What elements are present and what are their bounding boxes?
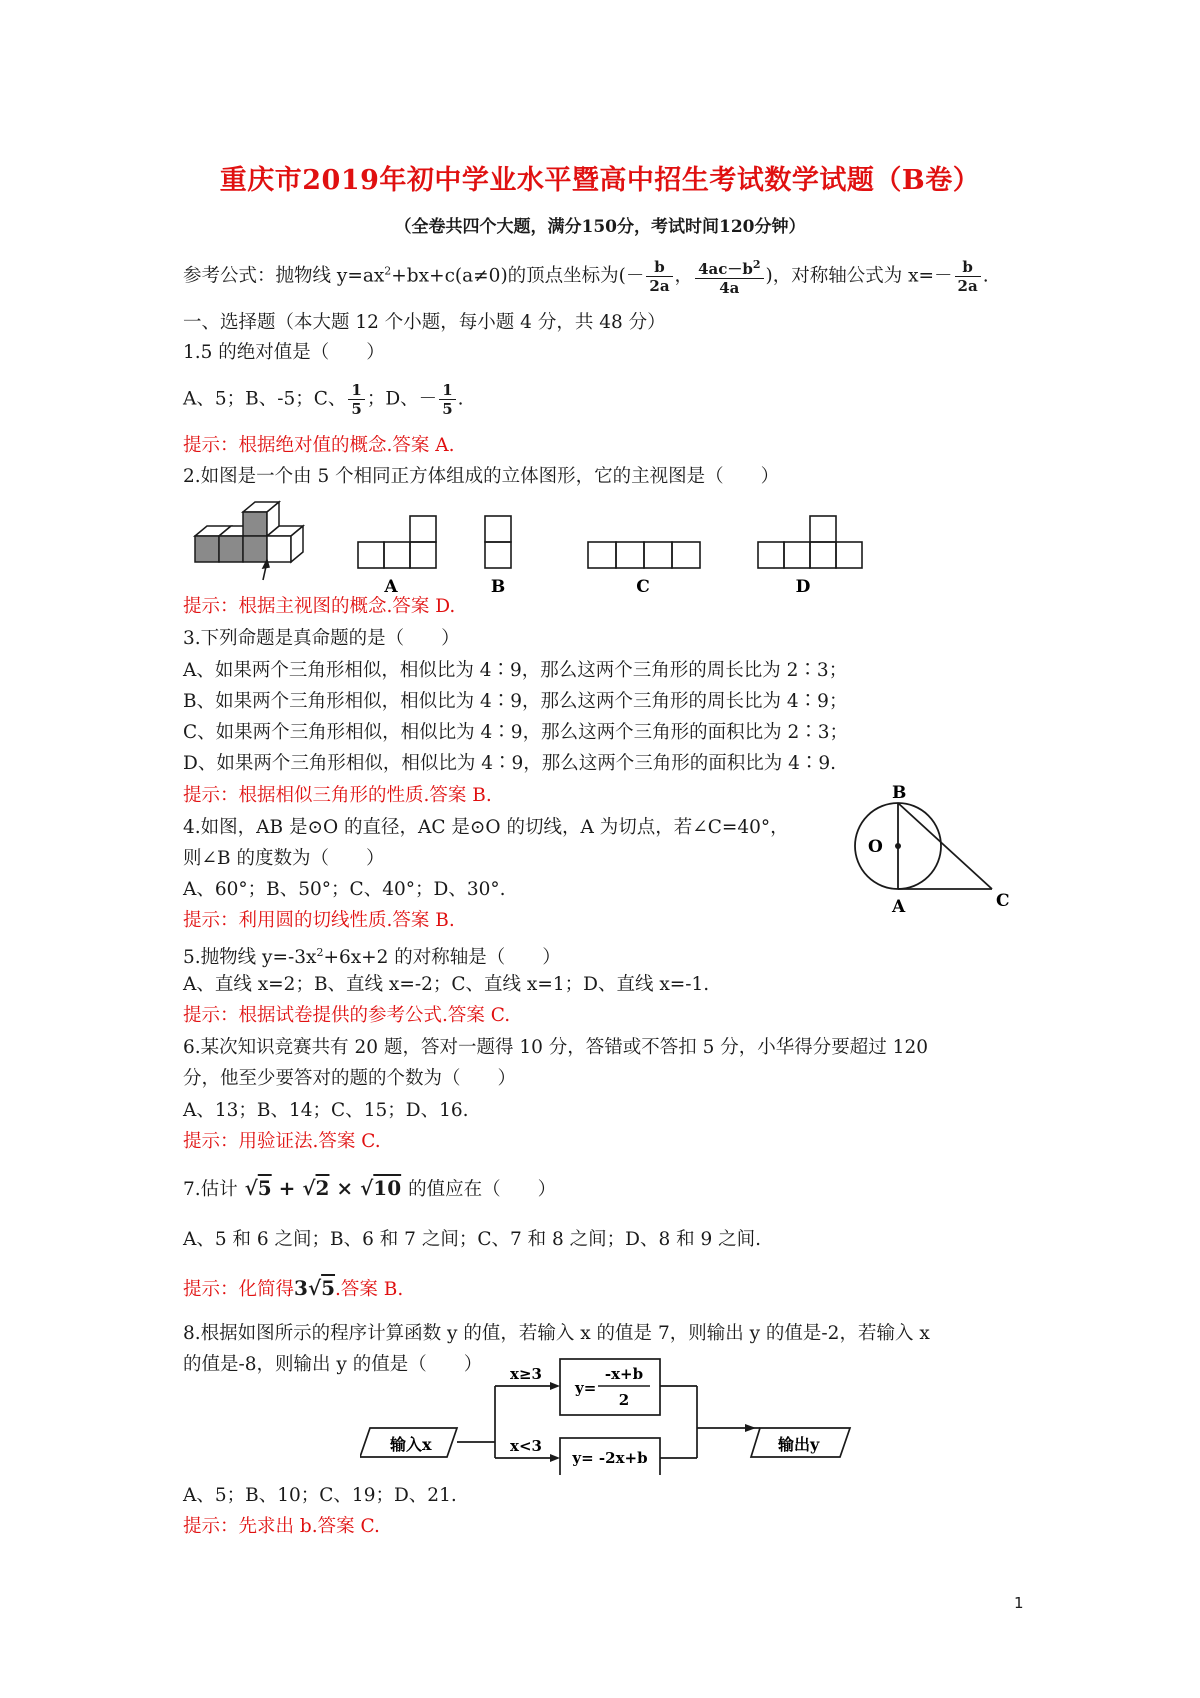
q8-stem-2: 的值是-8，则输出 y 的值是（ ）: [183, 1354, 483, 1375]
option-b-label: B: [490, 577, 506, 595]
q5-options: A、直线 x=2；B、直线 x=-2；C、直线 x=1；D、直线 x=-1.: [183, 974, 710, 995]
condition-lt3: x<3: [510, 1437, 542, 1455]
q6-options: A、13；B、14；C、15；D、16.: [183, 1100, 469, 1121]
option-d-figure: [758, 516, 862, 568]
q8-options: A、5；B、10；C、19；D、21.: [183, 1485, 457, 1506]
fraction-axis: $\frac{b}{2a}$: [955, 258, 981, 295]
q6-hint: 提示：用验证法.答案 C.: [183, 1131, 381, 1152]
label-o: O: [868, 837, 883, 857]
q4-stem-1: 4.如图，AB 是⊙O 的直径，AC 是⊙O 的切线，A 为切点，若∠C=40°，: [183, 817, 789, 838]
option-b-figure: [485, 516, 511, 568]
formula-1-numerator: -x+b: [604, 1365, 644, 1383]
q3-option-a: A、如果两个三角形相似，相似比为 4∶9，那么这两个三角形的周长比为 2∶3；: [183, 660, 848, 681]
q1-hint: 提示：根据绝对值的概念.答案 A.: [183, 435, 455, 456]
q3-stem: 3.下列命题是真命题的是（ ）: [183, 628, 460, 649]
exam-title: 重庆市2019年初中学业水平暨高中招生考试数学试题（B卷）: [219, 165, 981, 196]
q7-hint: 提示：化简得3√5.答案 B.: [183, 1276, 404, 1300]
q7-options: A、5 和 6 之间；B、6 和 7 之间；C、7 和 8 之间；D、8 和 9 之间.: [183, 1229, 762, 1250]
q4-circle-figure: [830, 782, 1030, 922]
formula-2: y= -2x+b: [572, 1449, 648, 1467]
q3-hint: 提示：根据相似三角形的性质.答案 B.: [183, 785, 492, 806]
q2-stem: 2.如图是一个由 5 个相同正方体组成的立体图形，它的主视图是（ ）: [183, 466, 780, 487]
q8-hint: 提示：先求出 b.答案 C.: [183, 1516, 380, 1537]
fraction-4ac-b2-4a: $\frac{4ac-b^2}{4a}$: [695, 256, 763, 297]
q5-stem: 5.抛物线 $y=-3x^2+6x+2$ 的对称轴是（ ）: [183, 946, 561, 969]
q6-stem-2: 分，他至少要答对的题的个数为（ ）: [183, 1068, 517, 1089]
label-c: C: [996, 891, 1010, 911]
q7-stem: 7.估计 √5 + √2 × √10 的值应在（ ）: [183, 1176, 557, 1200]
label-a: A: [892, 897, 906, 917]
input-label: 输入x: [390, 1435, 432, 1454]
exam-subtitle: （全卷共四个大题，满分150分，考试时间120分钟）: [394, 217, 806, 237]
q3-option-d: D、如果两个三角形相似，相似比为 4∶9，那么这两个三角形的面积比为 4∶9.: [183, 753, 837, 774]
q2-hint: 提示：根据主视图的概念.答案 D.: [183, 596, 456, 617]
option-a-label: A: [384, 577, 398, 595]
formula-1-prefix: y=: [575, 1379, 597, 1397]
cube-solid-figure: [195, 502, 303, 580]
output-label: 输出y: [778, 1435, 820, 1454]
q3-option-b: B、如果两个三角形相似，相似比为 4∶9，那么这两个三角形的周长比为 4∶9；: [183, 691, 848, 712]
q1-options: A、5；B、-5；C、 $\frac{1}{5}$ ；D、－ $\frac{1}{5}$ .: [183, 381, 464, 418]
q6-stem-1: 6.某次知识竞赛共有 20 题，答对一题得 10 分，答错或不答扣 5 分，小华得分要超过 120: [183, 1037, 928, 1058]
q1-stem: 1.5 的绝对值是（ ）: [183, 342, 385, 363]
q2-figure: [183, 500, 883, 595]
option-a-figure: [358, 516, 436, 568]
option-d-label: D: [795, 577, 811, 595]
label-b: B: [892, 783, 907, 803]
q3-option-c: C、如果两个三角形相似，相似比为 4∶9，那么这两个三角形的面积比为 2∶3；: [183, 722, 849, 743]
q4-stem-2: 则∠B 的度数为（ ）: [183, 848, 385, 869]
condition-ge3: x≥3: [510, 1365, 542, 1383]
option-c-figure: [588, 542, 700, 568]
q8-flowchart: [360, 1355, 860, 1475]
formula-1-denominator: 2: [618, 1391, 630, 1409]
reference-formula: 参考公式：抛物线 $y=ax^2+bx+c(a\ne 0)$的顶点坐标为(－ $\frac{b}{2a}$ ， $\frac{4ac-b^2}{4a}$ )，对称轴公式为 x=－ $\frac{b}{2a}$ .: [183, 258, 989, 297]
fraction-b-2a: $\frac{b}{2a}$: [646, 258, 672, 295]
q4-hint: 提示：利用圆的切线性质.答案 B.: [183, 910, 455, 931]
q5-hint: 提示：根据试卷提供的参考公式.答案 C.: [183, 1005, 511, 1026]
page-number: 1: [1014, 1594, 1024, 1612]
option-c-label: C: [636, 577, 650, 595]
q4-options: A、60°；B、50°；C、40°；D、30°.: [183, 879, 506, 900]
q8-stem-1: 8.根据如图所示的程序计算函数 y 的值，若输入 x 的值是 7，则输出 y 的值是-2，若输入 x: [183, 1323, 930, 1344]
section-heading: 一、选择题（本大题 12 个小题，每小题 4 分，共 48 分）: [183, 312, 666, 333]
